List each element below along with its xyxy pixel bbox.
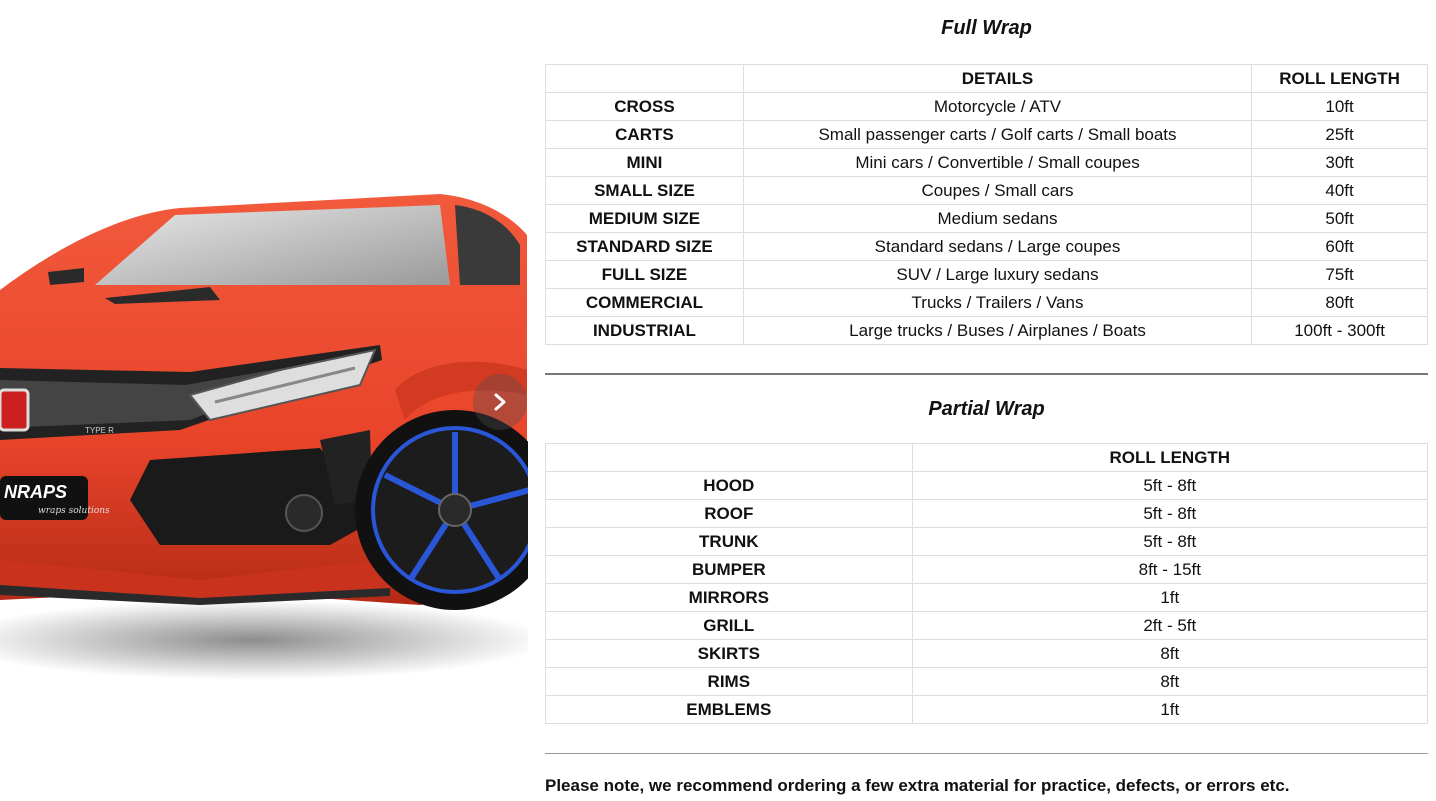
vehicle-size-cell: FULL SIZE [546, 261, 744, 289]
roll-length-cell: 60ft [1252, 233, 1428, 261]
table-row [546, 556, 1428, 584]
vehicle-size-cell: STANDARD SIZE [546, 233, 744, 261]
product-image [0, 0, 528, 801]
roll-length-cell: 1ft [912, 584, 1427, 612]
table-row [546, 149, 1428, 177]
car-illustration [0, 0, 528, 801]
svg-text:NRAPS: NRAPS [4, 482, 68, 502]
full-wrap-title: Full Wrap [941, 17, 1032, 39]
partial-wrap-title: Partial Wrap [928, 398, 1045, 420]
vehicle-size-cell: CARTS [546, 121, 744, 149]
details-cell: Coupes / Small cars [743, 177, 1251, 205]
chevron-right-icon [490, 392, 510, 412]
roll-length-cell: 5ft - 8ft [912, 528, 1427, 556]
part-name-cell: GRILL [546, 612, 913, 640]
details-cell: Large trucks / Buses / Airplanes / Boats [743, 317, 1251, 345]
vehicle-size-cell: CROSS [546, 93, 744, 121]
table-row [546, 121, 1428, 149]
table-row [546, 233, 1428, 261]
table-row [546, 93, 1428, 121]
partial-wrap-table [545, 443, 1428, 724]
roll-length-cell: 5ft - 8ft [912, 500, 1427, 528]
extra-material-note: Please note, we recommend ordering a few extra material for practice, defects, or errors etc. [545, 776, 1290, 795]
table-row [546, 612, 1428, 640]
vehicle-size-cell: MINI [546, 149, 744, 177]
roll-length-cell: 75ft [1252, 261, 1428, 289]
section-divider [545, 373, 1428, 375]
part-name-cell: RIMS [546, 668, 913, 696]
next-image-button[interactable] [473, 374, 527, 430]
table-row [546, 696, 1428, 724]
roll-length-cell: 100ft - 300ft [1252, 317, 1428, 345]
table-row [546, 472, 1428, 500]
details-cell: Trucks / Trailers / Vans [743, 289, 1251, 317]
table-row [546, 640, 1428, 668]
details-cell: Small passenger carts / Golf carts / Small boats [743, 121, 1251, 149]
details-cell: Mini cars / Convertible / Small coupes [743, 149, 1251, 177]
roll-length-cell: 8ft [912, 640, 1427, 668]
part-name-cell: SKIRTS [546, 640, 913, 668]
header-roll-length: ROLL LENGTH [1252, 65, 1428, 93]
table-row [546, 317, 1428, 345]
header-empty [546, 444, 913, 472]
table-header-row [546, 444, 1428, 472]
part-name-cell: ROOF [546, 500, 913, 528]
part-name-cell: EMBLEMS [546, 696, 913, 724]
table-row [546, 584, 1428, 612]
roll-length-cell: 1ft [912, 696, 1427, 724]
part-name-cell: BUMPER [546, 556, 913, 584]
table-row [546, 177, 1428, 205]
vehicle-size-cell: SMALL SIZE [546, 177, 744, 205]
vehicle-size-cell: COMMERCIAL [546, 289, 744, 317]
roll-length-cell: 80ft [1252, 289, 1428, 317]
vehicle-size-cell: INDUSTRIAL [546, 317, 744, 345]
roll-length-cell: 5ft - 8ft [912, 472, 1427, 500]
details-cell: Standard sedans / Large coupes [743, 233, 1251, 261]
roll-length-cell: 50ft [1252, 205, 1428, 233]
table-row [546, 528, 1428, 556]
header-empty [546, 65, 744, 93]
roll-length-cell: 8ft [912, 668, 1427, 696]
vehicle-size-cell: MEDIUM SIZE [546, 205, 744, 233]
type-r-badge: TYPE R [85, 426, 114, 435]
details-cell: Motorcycle / ATV [743, 93, 1251, 121]
table-row [546, 668, 1428, 696]
header-details: DETAILS [743, 65, 1251, 93]
part-name-cell: TRUNK [546, 528, 913, 556]
part-name-cell: HOOD [546, 472, 913, 500]
roll-length-cell: 8ft - 15ft [912, 556, 1427, 584]
partial-wrap-rows [546, 472, 1428, 724]
header-roll-length: ROLL LENGTH [912, 444, 1427, 472]
table-row [546, 261, 1428, 289]
roll-length-cell: 25ft [1252, 121, 1428, 149]
details-cell: SUV / Large luxury sedans [743, 261, 1251, 289]
details-cell: Medium sedans [743, 205, 1251, 233]
svg-text:wraps solutions: wraps solutions [38, 506, 110, 516]
wrap-size-guide [545, 0, 1428, 798]
table-row [546, 205, 1428, 233]
roll-length-cell: 30ft [1252, 149, 1428, 177]
table-row [546, 289, 1428, 317]
section-divider [545, 753, 1428, 754]
roll-length-cell: 40ft [1252, 177, 1428, 205]
table-header-row [546, 65, 1428, 93]
roll-length-cell: 2ft - 5ft [912, 612, 1427, 640]
part-name-cell: MIRRORS [546, 584, 913, 612]
full-wrap-rows [546, 93, 1428, 345]
table-row [546, 500, 1428, 528]
roll-length-cell: 10ft [1252, 93, 1428, 121]
full-wrap-table [545, 64, 1428, 345]
